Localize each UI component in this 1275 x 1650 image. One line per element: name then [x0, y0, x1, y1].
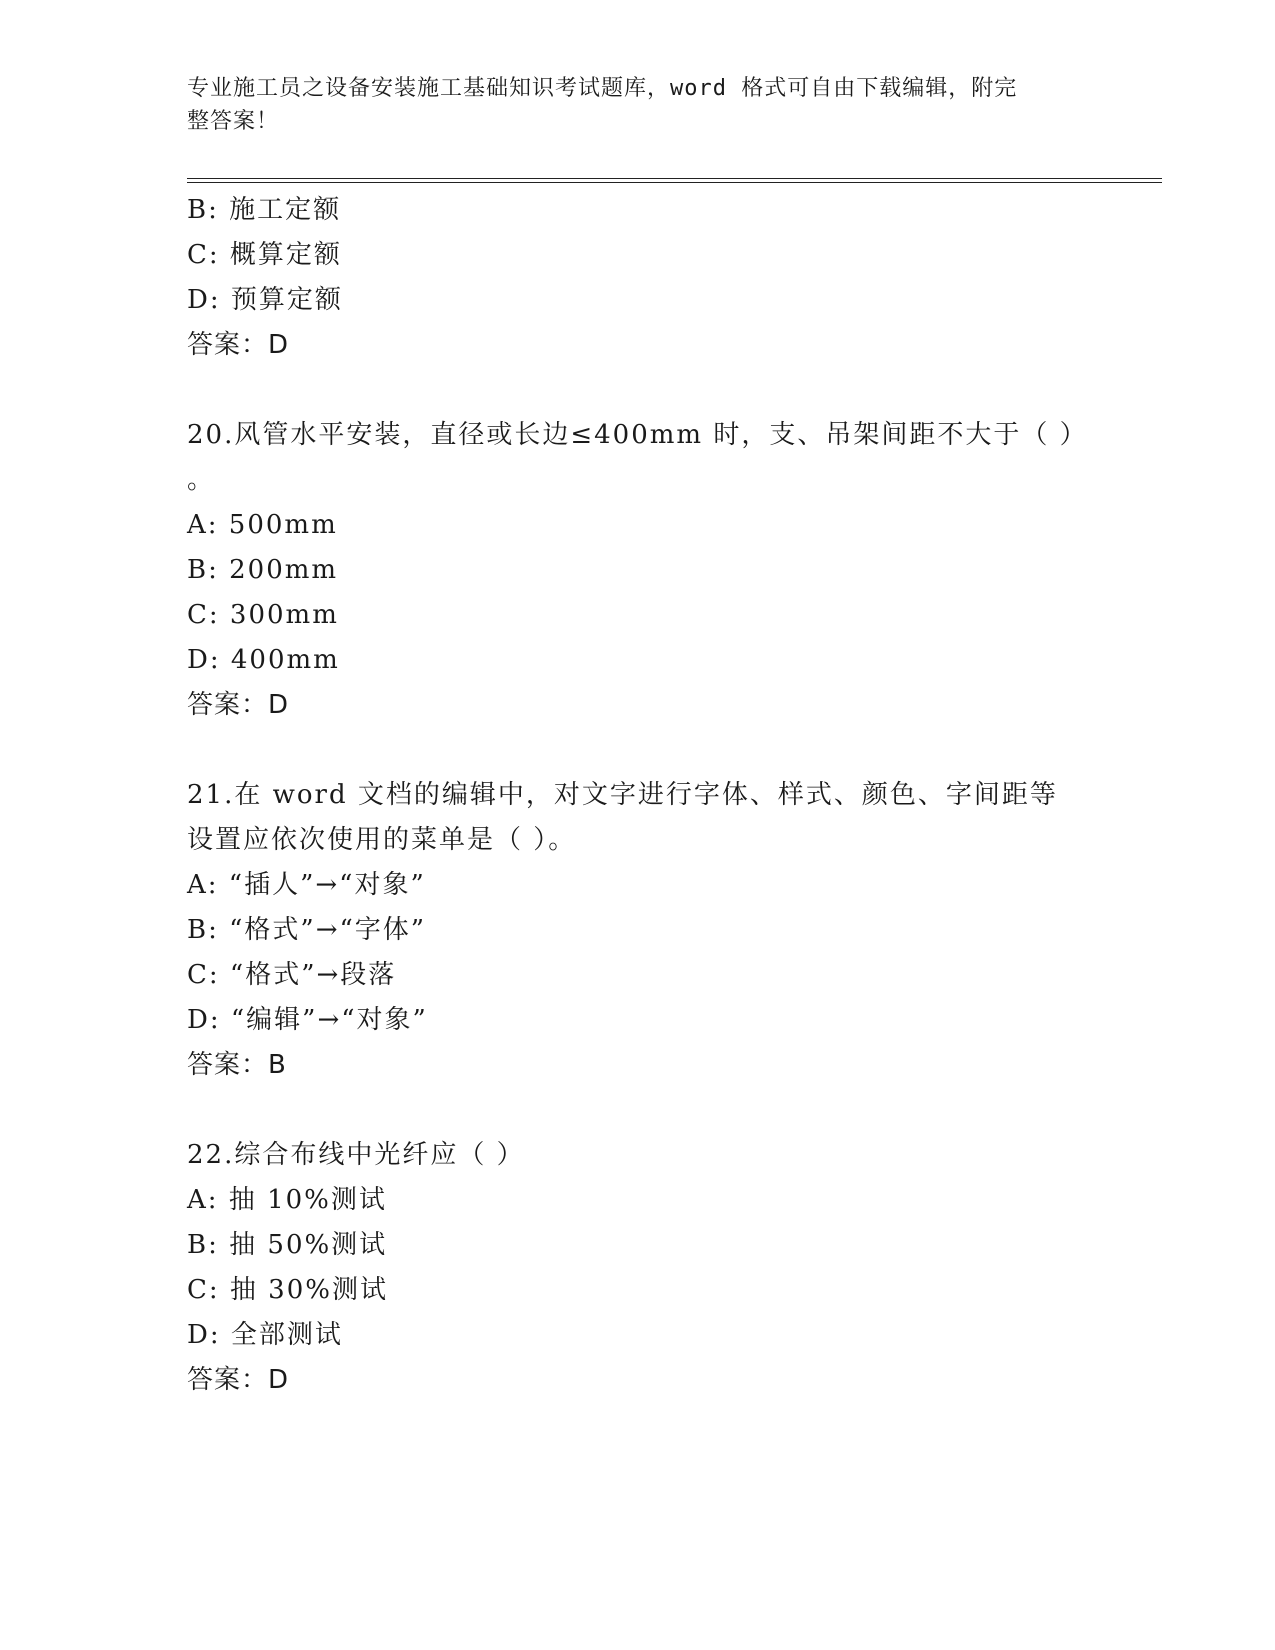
- q19-option-b: B: 施工定额: [187, 195, 342, 225]
- q21-option-b: B: “格式”→“字体”: [187, 915, 427, 945]
- q19-option-c: C: 概算定额: [187, 240, 342, 270]
- q21-answer: 答案：B: [187, 1050, 287, 1080]
- q20-stem-line-2: 。: [187, 465, 216, 495]
- q22-stem-line-1: 22.综合布线中光纤应（ ）: [187, 1140, 525, 1170]
- q22-answer: 答案：D: [187, 1365, 290, 1395]
- q22-option-b: B: 抽 50%测试: [187, 1230, 388, 1260]
- q20-option-d: D: 400mm: [187, 645, 340, 675]
- q19-option-d: D: 预算定额: [187, 285, 343, 315]
- header-divider-top: [187, 178, 1162, 179]
- q20-answer: 答案：D: [187, 690, 290, 720]
- q20-option-a: A: 500mm: [187, 510, 338, 540]
- q22-option-d: D: 全部测试: [187, 1320, 343, 1350]
- document-header: [187, 72, 1067, 138]
- header-line-2: 整答案！: [187, 109, 280, 134]
- q21-option-a: A: “插人”→“对象”: [187, 870, 426, 900]
- q22-option-c: C: 抽 30%测试: [187, 1275, 388, 1305]
- q21-option-d: D: “编辑”→“对象”: [187, 1005, 428, 1035]
- q21-option-c: C: “格式”→段落: [187, 960, 397, 990]
- q20-stem-line-1: 20.风管水平安装，直径或长边≤400mm 时，支、吊架间距不大于（ ）: [187, 420, 1088, 450]
- header-line-1: 专业施工员之设备安装施工基础知识考试题库，word 格式可自由下载编辑，附完: [187, 76, 1018, 101]
- q20-option-c: C: 300mm: [187, 600, 339, 630]
- q22-option-a: A: 抽 10%测试: [187, 1185, 387, 1215]
- q21-stem-line-1: 21.在 word 文档的编辑中，对文字进行字体、样式、颜色、字间距等: [187, 780, 1058, 810]
- q19-answer: 答案：D: [187, 330, 290, 360]
- q21-stem-line-2: 设置应依次使用的菜单是（ ）。: [187, 825, 577, 855]
- q20-option-b: B: 200mm: [187, 555, 339, 585]
- header-divider-bottom: [187, 182, 1162, 183]
